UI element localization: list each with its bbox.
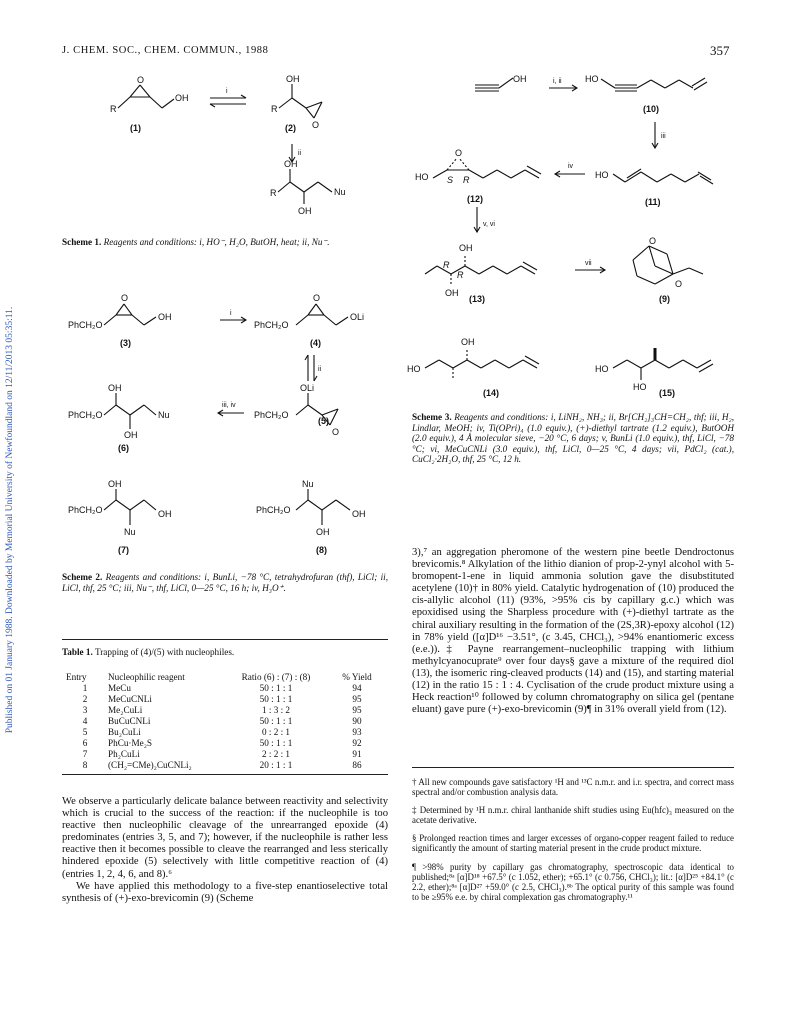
page-number: 357 xyxy=(710,43,730,58)
scheme-3-title: Scheme 3. xyxy=(412,412,452,422)
cell-entry: 3 xyxy=(82,705,88,715)
right-body-text: 3),⁷ an aggregation pheromone of the western pine beetle Dendroctonus brevicomis.⁸ Alkylation of the lithio dianion of prop-2-ynyl alcohol with 5-bromopent-1-ene in liquid ammonia solution gave the disubstituted acetylene (10)† in 80% yield. Catalytic hydrogenation of (10) produced the cis-allylic alcohol (11) (93%, >95% cis by capillary g.c.) which was epoxidised using the Sharpless procedure with (+)-diethyl tartrate as the chiral auxiliary resulting in the formation of the (2S,3R)-epoxy alcohol (12) in 78% yield ([α]D¹⁶ −3.51°, (c 3.45, CHCl₃), >94% enantiomeric excess (e.e.)).‡ Payne rearrangement–nucleophilic trapping with lithium methylcyanocuprate⁹ over four days§ gave a mixture of the required diol (13), the isomeric ring-cleaved products (14) and (15), and starting material (12) in the ratio 15 : 1 : 4. Cyclisation of the crude product mixture using a Heck reaction¹⁰ followed by column chromatography on silica gel (pentane eluant) gave pure (+)-exo-brevicomin (9)¶ in 31% overall yield from (12). xyxy=(412,547,734,716)
cell-yield: 91 xyxy=(352,749,362,759)
scheme-1-drawing xyxy=(60,62,360,237)
s3-o-12: O xyxy=(455,148,463,158)
s3-label-12: (12) xyxy=(467,194,484,204)
col-entry: Entry xyxy=(66,672,87,682)
s3-label-15: (15) xyxy=(659,388,676,398)
s1-nu: Nu xyxy=(334,187,346,197)
cell-reagent: MeCuCNLi xyxy=(108,694,152,704)
cell-entry: 8 xyxy=(82,760,88,770)
s3-label-14: (14) xyxy=(483,388,500,398)
s2-oli-5: OLi xyxy=(300,383,315,393)
s2-phch2o-7: PhCH₂O xyxy=(68,505,103,515)
s3-label-13: (13) xyxy=(469,294,486,304)
footnotes xyxy=(412,777,734,910)
cell-yield: 86 xyxy=(352,760,362,770)
s3-reagent-i-ii: i, ii xyxy=(553,78,562,85)
cell-ratio: 50 : 1 : 1 xyxy=(259,683,293,693)
s1-reagent-ii: ii xyxy=(298,150,302,157)
s2-reagent-ii: ii xyxy=(318,366,322,373)
cell-ratio: 1 : 3 : 2 xyxy=(261,705,291,715)
download-notice[interactable] xyxy=(3,150,17,890)
s3-ho-15a: HO xyxy=(595,364,609,374)
cell-ratio: 50 : 1 : 1 xyxy=(259,694,293,704)
cell-reagent: Ph₂CuLi xyxy=(108,749,140,759)
cell-entry: 2 xyxy=(82,694,88,704)
col-yield: % Yield xyxy=(342,672,372,682)
s1-label-2: (2) xyxy=(285,123,296,133)
table-row xyxy=(62,716,388,727)
cell-yield: 93 xyxy=(352,727,362,737)
col-reagent: Nucleophilic reagent xyxy=(108,672,185,682)
s3-reagent-iii: iii xyxy=(661,133,666,140)
s3-o-9b: O xyxy=(675,279,683,289)
scheme-3-drawing xyxy=(405,62,735,407)
cell-entry: 1 xyxy=(82,683,88,693)
table-row xyxy=(62,705,388,716)
s3-label-10: (10) xyxy=(643,104,660,114)
s1-r-2: R xyxy=(271,104,278,114)
cell-ratio: 50 : 1 : 1 xyxy=(259,738,293,748)
s2-o-4: O xyxy=(313,293,321,303)
s3-oh-14: OH xyxy=(461,337,475,347)
cell-reagent: Bu₂CuLi xyxy=(108,727,141,737)
s2-oh-8b: OH xyxy=(316,527,330,537)
s3-ho-14: HO xyxy=(407,364,421,374)
s2-phch2o-8: PhCH₂O xyxy=(256,505,291,515)
s3-r-12: R xyxy=(463,175,470,185)
s1-o-atom: O xyxy=(137,75,145,85)
cell-ratio: 2 : 2 : 1 xyxy=(261,749,291,759)
table-header-row xyxy=(62,672,388,683)
table-1 xyxy=(62,672,388,771)
cell-yield: 90 xyxy=(352,716,362,726)
s3-s-12: S xyxy=(447,175,454,185)
s1-o-2: O xyxy=(312,120,320,130)
s3-reagent-vii: vii xyxy=(585,260,592,267)
s2-o-3: O xyxy=(121,293,129,303)
paragraph-2: We have applied this methodology to a five-step enantioselective total synthesis of (+)-exo-brevicomin (9) (Scheme xyxy=(62,880,388,904)
s2-nu-6: Nu xyxy=(158,410,170,420)
cell-yield: 92 xyxy=(352,738,362,748)
s2-reagent-i: i xyxy=(230,310,232,317)
cell-entry: 6 xyxy=(82,738,88,748)
footnote-pilcrow: ¶ >98% purity by capillary gas chromatography, spectroscopic data identical to published;⁸ᵃ [α]D¹⁸ +67.5° (c 1.052, ether); +65.1° (c 0.756, CHCl₃); lit.: [α]D²⁵ +84.1° (c 2.2, ether);⁸ᵃ [α]D²⁷ +59.0° (c 2.5, CHCl₃).⁸ᵇ The optical purity of this sample was found to be ≥95% e.e. by chiral complexation gas chromatography.¹¹ xyxy=(412,861,734,902)
s2-label-6: (6) xyxy=(118,443,129,453)
s1-oh-3: OH xyxy=(284,159,298,169)
scheme-3-caption xyxy=(412,412,734,465)
s2-o-5: O xyxy=(332,427,340,437)
s2-oh-7b: OH xyxy=(158,509,172,519)
table-row xyxy=(62,694,388,705)
s1-label-1: (1) xyxy=(130,123,141,133)
scheme-2-title: Scheme 2. xyxy=(62,572,103,582)
scheme-2-text: Reagents and conditions: i, BunLi, −78 °C, tetrahydrofuran (thf), LiCl; ii, LiCl, thf, 25 °C; iii, Nu⁻, thf, LiCl, 0—25 °C, 16 h; iv, H₃O⁺. xyxy=(62,572,389,593)
scheme-2-drawing xyxy=(60,285,390,560)
s3-oh-13a: OH xyxy=(459,243,473,253)
s3-ho-11: HO xyxy=(595,170,609,180)
s1-oh-4: OH xyxy=(298,206,312,216)
footnote-double-dagger: ‡ Determined by ¹H n.m.r. chiral lanthanide shift studies using Eu(hfc)₃ measured on the acetate derivative. xyxy=(412,805,734,826)
cell-entry: 7 xyxy=(82,749,88,759)
cell-yield: 95 xyxy=(352,705,362,715)
col-ratio: Ratio (6) : (7) : (8) xyxy=(241,672,311,682)
footnote-rule xyxy=(412,767,734,768)
cell-entry: 5 xyxy=(82,727,88,737)
s2-nu-8: Nu xyxy=(302,479,314,489)
table-row xyxy=(62,683,388,694)
s3-reagent-iv: iv xyxy=(568,163,574,170)
table-bottom-rule xyxy=(62,774,388,775)
cell-reagent: MeCu xyxy=(108,683,131,693)
s2-phch2o-5: PhCH₂O xyxy=(254,410,289,420)
s3-ho-15b: HO xyxy=(633,382,647,392)
s2-phch2o-4: PhCH₂O xyxy=(254,320,289,330)
footnote-section: § Prolonged reaction times and larger excesses of organo-copper reagent failed to reduce significantly the amount of starting material present in the crude product mixture. xyxy=(412,833,734,854)
s3-oh-start: OH xyxy=(513,74,527,84)
s2-nu-7: Nu xyxy=(124,527,136,537)
left-body-text xyxy=(62,796,388,905)
paragraph-1: We observe a particularly delicate balance between reactivity and selectivity which is crucial to the success of the reaction: if the nucleophile is too reactive then nucleophilic cleavage of the unrearranged epoxide (4) predominates (entries 3, 5, and 7); however, if the nucleophile is rather less reactive then it becomes possible to cleave the rearranged and less sterically hindered epoxide (5) selectively with little competitive reaction of (4) (entries 1, 2, 4, 6, and 8).⁶ xyxy=(62,796,388,880)
cell-yield: 94 xyxy=(352,683,362,693)
s2-label-8: (8) xyxy=(316,545,327,555)
scheme-2-caption xyxy=(62,572,388,593)
s1-reagent-i: i xyxy=(226,88,228,95)
scheme-1-caption xyxy=(62,237,388,248)
scheme-1-title: Scheme 1. xyxy=(62,237,102,247)
s2-oh-6a: OH xyxy=(108,383,122,393)
cell-yield: 95 xyxy=(352,694,362,704)
cell-reagent: (CH₂=CMe)₂CuCNLi₂ xyxy=(108,760,192,770)
s3-r-13b: R xyxy=(457,270,464,280)
cell-reagent: BuCuCNLi xyxy=(108,716,151,726)
cell-ratio: 50 : 1 : 1 xyxy=(259,716,293,726)
scheme-1-text: Reagents and conditions: i, HO⁻, H₂O, ButOH, heat; ii, Nu⁻. xyxy=(103,237,330,247)
s2-phch2o-6: PhCH₂O xyxy=(68,410,103,420)
s2-oh-6b: OH xyxy=(124,430,138,440)
cell-entry: 4 xyxy=(82,716,88,726)
table-1-title-bold: Table 1. xyxy=(62,647,93,657)
table-top-rule xyxy=(62,639,388,640)
s3-ho-12: HO xyxy=(415,172,429,182)
table-1-title-text: Trapping of (4)/(5) with nucleophiles. xyxy=(94,647,235,657)
cell-ratio: 0 : 2 : 1 xyxy=(261,727,291,737)
download-notice-text: Published on 01 January 1988. Downloaded by Memorial University of Newfoundland on 12/11/2013 05:35:11. xyxy=(5,306,15,734)
table-row xyxy=(62,749,388,760)
s3-r-13a: R xyxy=(443,260,450,270)
table-row xyxy=(62,738,388,749)
table-row xyxy=(62,760,388,771)
s1-r-3: R xyxy=(270,188,277,198)
table-row xyxy=(62,727,388,738)
s2-oli-4: OLi xyxy=(350,312,365,322)
s2-oh-8a: OH xyxy=(352,509,366,519)
s2-oh-3: OH xyxy=(158,312,172,322)
s2-oh-7a: OH xyxy=(108,479,122,489)
cell-ratio: 20 : 1 : 1 xyxy=(259,760,293,770)
table-1-title xyxy=(62,647,388,658)
scheme-3-text: Reagents and conditions: i, LiNH₂, NH₃; ii, Br[CH₂]₃CH=CH₂, thf; iii, H₂, Lindlar, MeOH; iv, Ti(OPri)₄ (1.0 equiv.), (+)-diethyl tartrate (1.2 equiv.), ButOOH (2.0 equiv.), 4 Å molecular sieve, −20 °C, 6 days; v, BunLi (1.0 equiv.), thf, LiCl, −78 °C; vi, MeCuCNLi (3.0 equiv.), thf, LiCl, 0—25 °C, 4 days; vii, PdCl₂ (cat.), CuCl₂·2H₂O, thf, 25 °C, 12 h. xyxy=(412,412,735,464)
s3-o-9a: O xyxy=(649,236,657,246)
s2-label-5: (5) xyxy=(318,416,329,426)
s3-oh-13b: OH xyxy=(445,288,459,298)
cell-reagent: Me₂CuLi xyxy=(108,705,143,715)
s2-label-4: (4) xyxy=(310,338,321,348)
s2-reagent-iii-iv: iii, iv xyxy=(222,402,236,409)
s3-label-11: (11) xyxy=(645,197,661,207)
s2-label-3: (3) xyxy=(120,338,131,348)
s1-oh-2: OH xyxy=(286,74,300,84)
s3-ho-10: HO xyxy=(585,74,599,84)
s1-r-atom: R xyxy=(110,104,117,114)
journal-header: J. CHEM. SOC., CHEM. COMMUN., 1988 xyxy=(62,45,269,56)
footnote-dagger: † All new compounds gave satisfactory ¹H and ¹³C n.m.r. and i.r. spectra, and correct mass spectral and/or combustion analysis data. xyxy=(412,777,734,798)
s1-oh-atom: OH xyxy=(175,93,189,103)
s2-label-7: (7) xyxy=(118,545,129,555)
cell-reagent: PhCu·Me₂S xyxy=(108,738,153,748)
s2-phch2o-3: PhCH₂O xyxy=(68,320,103,330)
s3-reagent-v-vi: v, vi xyxy=(483,221,495,228)
s3-label-9: (9) xyxy=(659,294,670,304)
